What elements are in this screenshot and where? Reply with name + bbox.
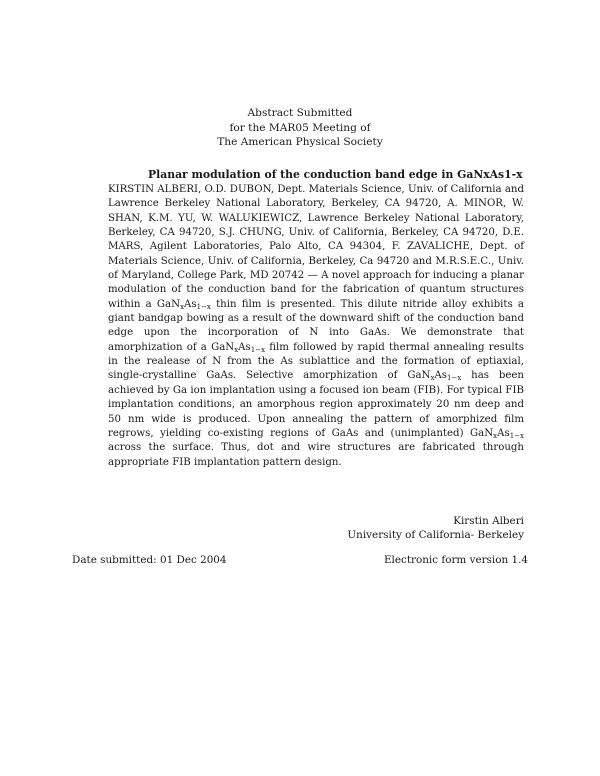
formula-ganxas1-x: $GaN_xAs_{1-x}$ [407, 370, 462, 383]
abstract-text-1: A novel approach for inducing a planar modulation of the conduction band for the fabrication of quantum structures within a [108, 270, 524, 310]
form-version: Electronic form version 1.4 [383, 554, 528, 566]
author-list: KIRSTIN ALBERI, O.D. DUBON, Dept. Materials Science, Univ. of California and Lawrence Berkeley National Laboratory, Berkeley, CA 94720, A. MINOR, W. SHAN, K.M. YU, W. WALUKIEWICZ, Lawrence Berkeley National Laboratory, Berkeley, CA 94720, S.J. CHUNG, Univ. of California, Berkeley, CA 94720, D.E. MARS, Agilent Laboratories, Palo Alto, CA 94304, F. ZAVALICHE, Dept. of Materials Science, Univ. of California, Berkeley, Ca 94720 and M.R.S.E.C., Univ. of Maryland, College Park, MD 20742 [108, 184, 524, 282]
date-submitted: Date submitted: 01 Dec 2004 [72, 554, 227, 566]
header-line-society: The American Physical Society [217, 136, 383, 148]
abstract-text-2: thin film is presented. This dilute nitride alloy exhibits a giant bandgap bowing as a result of the downward shift of the conduction band edge upon the incorporation of N into GaAs. We demonstrate that amorphization of a [108, 298, 524, 353]
header-line-abstract-submitted: Abstract Submitted [247, 107, 353, 119]
em-dash: — [304, 270, 322, 282]
signature-affiliation: University of California- Berkeley [347, 529, 524, 541]
abstract-text-3: film followed by rapid thermal annealing results in the realease of N from the As sublattice and the formation of eptiaxial, single-crystalline GaAs. Selective amorphization of [108, 341, 524, 382]
abstract-text-4: has been achieved by Ga ion implantation using a focused ion beam (FIB). For typical FIB implantation conditions, an amorphous region approximately 20 nm deep and 50 nm wide is produced. Upon annealing the pattern of amorphized film regrows, yielding co-existing regions of GaAs and (unimplanted) [108, 370, 524, 439]
submission-header [0, 106, 600, 150]
abstract-text-5: across the surface. Thus, dot and wire structures are fabricated through appropriate FIB implantation pattern design. [108, 442, 524, 468]
abstract-body [108, 183, 524, 470]
header-line-meeting: for the MAR05 Meeting of [229, 121, 371, 134]
abstract-title: Planar modulation of the conduction band edge in GaNxAs1-x [148, 168, 523, 181]
signature-name: Kirstin Alberi [453, 515, 524, 527]
formula-ganxas1-x: $GaN_xAs_{1-x}$ [470, 427, 524, 440]
formula-ganxas1-x: $GaN_xAs_{1-x}$ [211, 341, 266, 354]
formula-ganxas1-x: $GaN_xAs_{1-x}$ [156, 298, 211, 311]
